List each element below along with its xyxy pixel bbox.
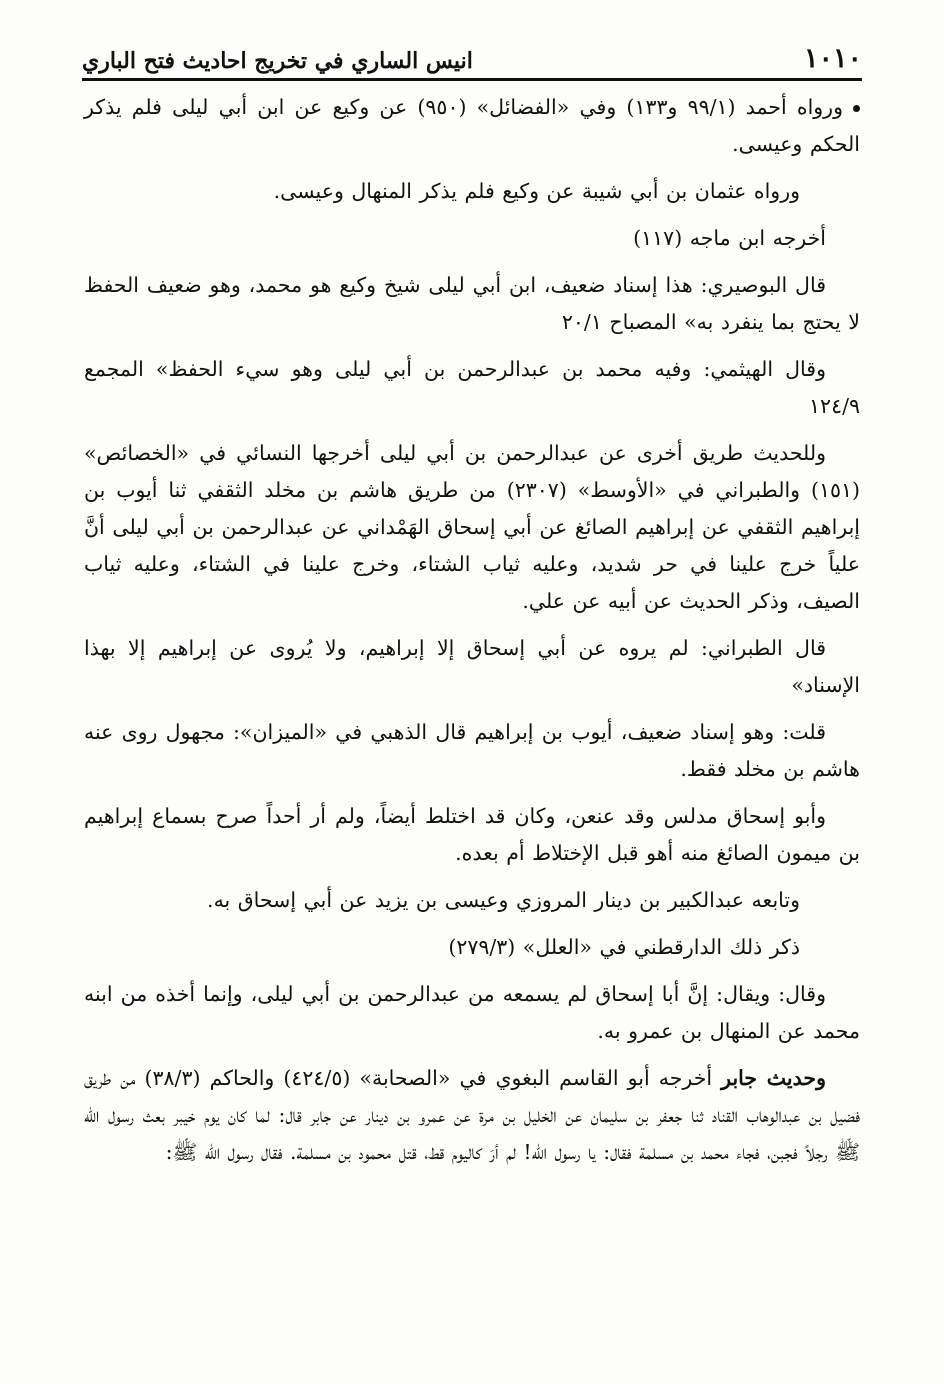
paragraph-ahmad bbox=[84, 89, 860, 163]
paragraph-busiri bbox=[84, 267, 860, 341]
paragraph-tabarani bbox=[84, 630, 860, 704]
paragraph-abu-ishaq bbox=[84, 798, 860, 872]
page-header bbox=[82, 30, 862, 81]
paragraph-ibn-majah bbox=[84, 220, 860, 257]
paragraph-text: أخرجه أبو القاسم البغوي في «الصحابة» (٤٢٤/٥) والحاكم (٣٨/٣) من طريق فضيل بن عبدالوهاب القناد ثنا جعفر بن سليمان عن الخليل بن مرة عن عمرو بن دينار عن جابر قال: لما كان يوم خيبر بعث رسول الله ﷺ رجلاً فجبن، فجاء محمد بن مسلمة فقال: يا رسول الله! لم أرَ كاليوم قط، قتل محمود بن مسلمة. فقال رسول الله ﷺ: bbox=[84, 1066, 860, 1164]
paragraph-followed bbox=[84, 882, 860, 919]
paragraph-daraqutni bbox=[84, 929, 860, 966]
page-number: ١٠١٠ bbox=[803, 43, 862, 74]
paragraph-text: وللحديث طريق أخرى عن عبدالرحمن بن أبي ليلى أخرجها النسائي في «الخصائص» (١٥١) والطبراني في «الأوسط» (٢٣٠٧) من طريق هاشم بن مخلد الثقفي ثنا أيوب بن إبراهيم الثقفي عن إبراهيم الصائغ عن أبي إسحاق الهَمْداني عن عبدالرحمن بن أبي ليلى أنَّ علياً خرج علينا في حر شديد، وعليه ثياب الشتاء، وخرج علينا في الشتاء، وعليه ثياب الصيف، وذكر الحديث عن أبيه عن علي. bbox=[84, 441, 860, 613]
paragraph-comment bbox=[84, 714, 860, 788]
paragraph-haythami bbox=[84, 351, 860, 425]
paragraph-another-route bbox=[84, 435, 860, 620]
paragraph-text: قال الطبراني: لم يروه عن أبي إسحاق إلا إبراهيم، ولا يُروى عن إبراهيم إلا بهذا الإسناد» bbox=[84, 636, 860, 697]
paragraph-text: وتابعه عبدالكبير بن دينار المروزي وعيسى بن يزيد عن أبي إسحاق به. bbox=[207, 888, 800, 912]
paragraph-text: ورواه أحمد (٩٩/١ و١٣٣) وفي «الفضائل» (٩٥٠) عن وكيع عن ابن أبي ليلى فلم يذكر الحكم وعيسى. bbox=[84, 95, 860, 156]
paragraph-text: ذكر ذلك الدارقطني في «العلل» (٢٧٩/٣) bbox=[448, 935, 800, 959]
paragraph-text: وقال الهيثمي: وفيه محمد بن عبدالرحمن بن أبي ليلى وهو سيء الحفظ» المجمع ١٢٤/٩ bbox=[84, 357, 860, 418]
paragraph-said bbox=[84, 976, 860, 1050]
paragraph-text: وأبو إسحاق مدلس وقد عنعن، وكان قد اختلط أيضاً، ولم أر أحداً صرح بسماع إبراهيم بن ميمون الصائغ منه أهو قبل الإختلاط أم بعده. bbox=[84, 804, 860, 865]
bullet-icon bbox=[853, 105, 860, 112]
paragraph-text: قلت: وهو إسناد ضعيف، أيوب بن إبراهيم قال الذهبي في «الميزان»: مجهول روى عنه هاشم بن مخلد فقط. bbox=[84, 720, 860, 781]
paragraph-text: وقال: ويقال: إنَّ أبا إسحاق لم يسمعه من عبدالرحمن بن أبي ليلى، وإنما أخذه من ابنه محمد عن المنهال بن عمرو به. bbox=[84, 982, 860, 1043]
running-title: انيس الساري في تخريج احاديث فتح الباري bbox=[82, 48, 473, 74]
paragraph-jabir bbox=[84, 1060, 860, 1171]
body-text bbox=[84, 89, 860, 1171]
paragraph-uthman bbox=[84, 173, 860, 210]
paragraph-text: أخرجه ابن ماجه (١١٧) bbox=[633, 226, 826, 250]
paragraph-text: قال البوصيري: هذا إسناد ضعيف، ابن أبي ليلى شيخ وكيع هو محمد، وهو ضعيف الحفظ لا يحتج بما ينفرد به» المصباح ٢٠/١ bbox=[84, 273, 860, 334]
paragraph-lead: وحديث جابر bbox=[721, 1066, 826, 1090]
paragraph-text: ورواه عثمان بن أبي شيبة عن وكيع فلم يذكر المنهال وعيسى. bbox=[273, 179, 800, 203]
